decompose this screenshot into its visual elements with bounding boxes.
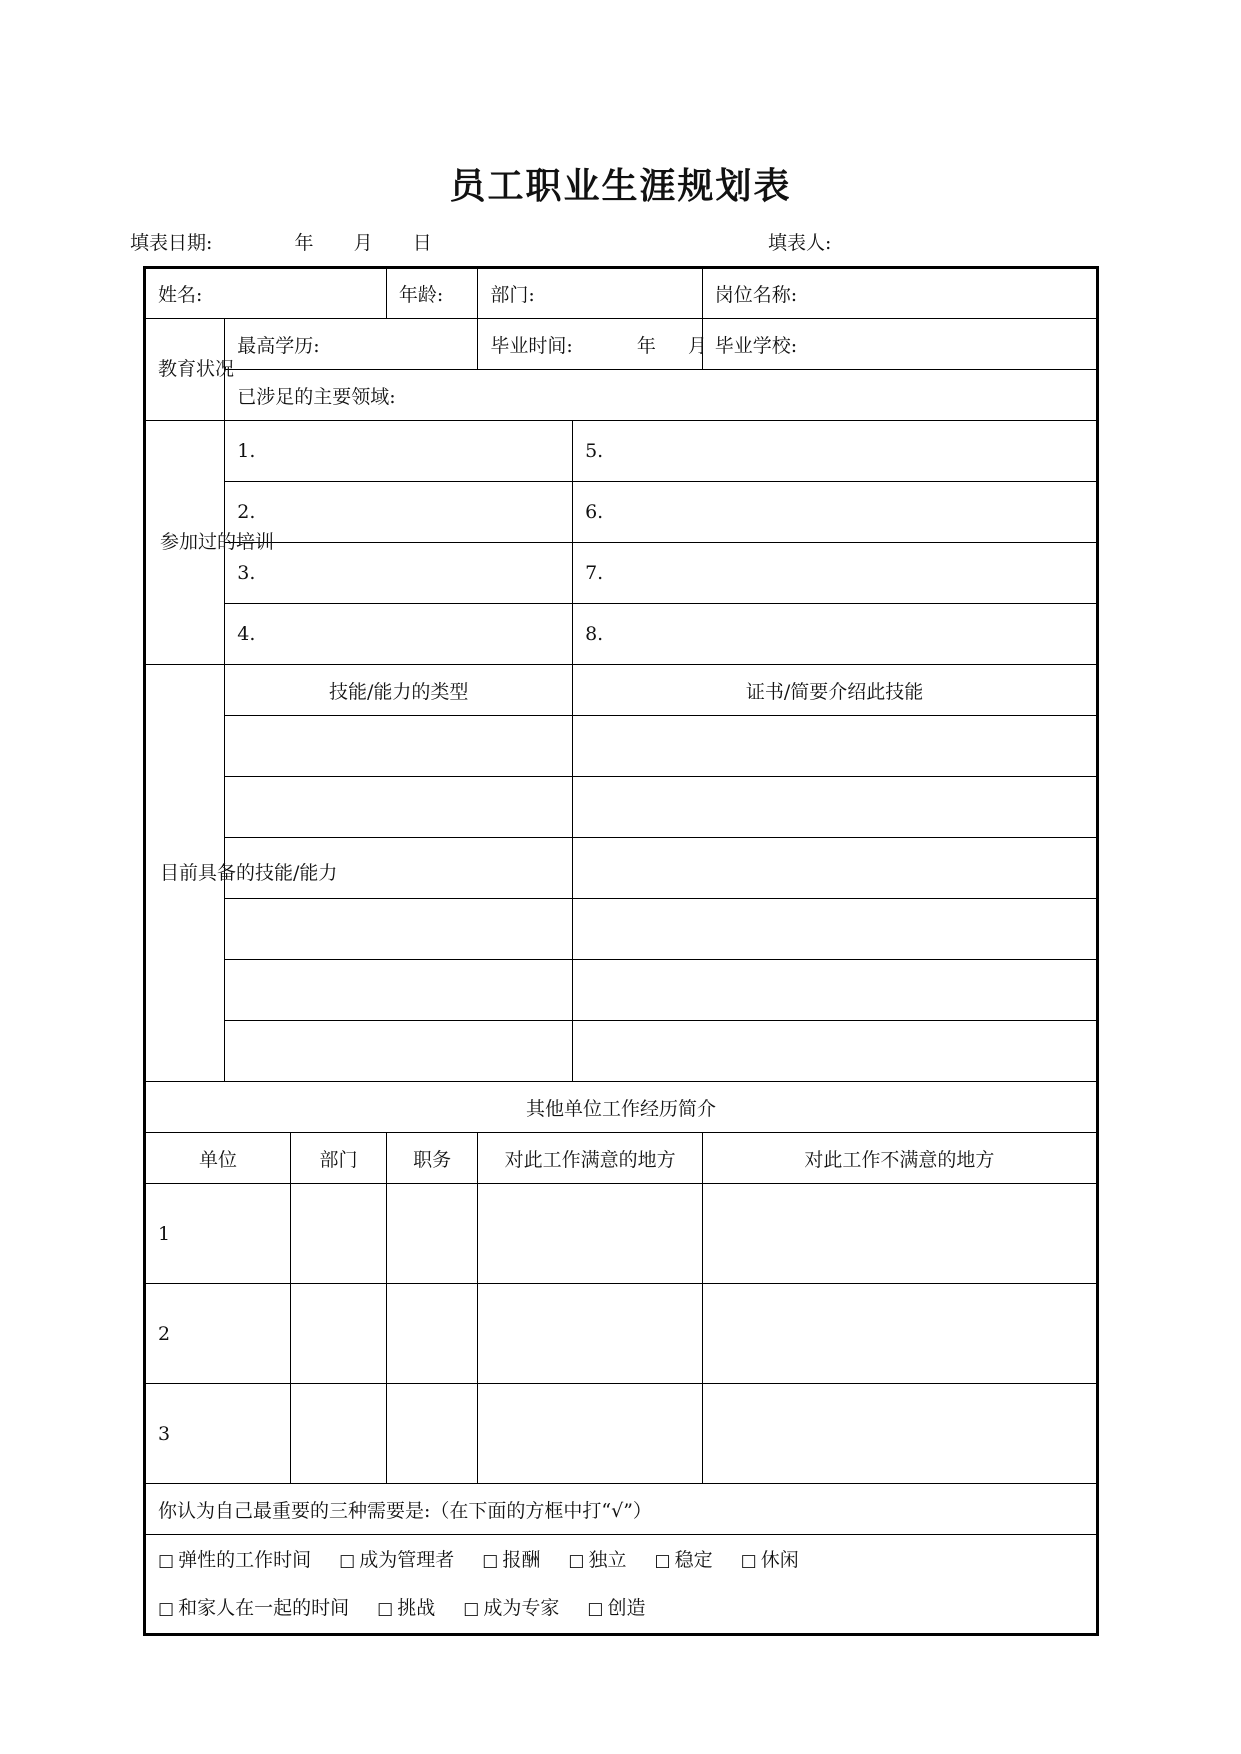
grad-year-label: 年 bbox=[636, 334, 656, 357]
skill-type-cell[interactable] bbox=[225, 1021, 573, 1082]
experience-unsatisfied-cell[interactable] bbox=[702, 1184, 1097, 1284]
checkbox-icon[interactable]: □ bbox=[339, 1551, 356, 1571]
skills-col-cert: 证书/简要介绍此技能 bbox=[573, 665, 1098, 716]
checkbox-icon[interactable]: □ bbox=[654, 1551, 671, 1571]
need-option-label: 弹性的工作时间 bbox=[178, 1549, 312, 1571]
training-row bbox=[145, 604, 1098, 665]
need-option[interactable] bbox=[655, 1549, 713, 1571]
experience-unsatisfied-cell[interactable] bbox=[702, 1284, 1097, 1384]
experience-satisfied-cell[interactable] bbox=[478, 1384, 702, 1484]
needs-options-row bbox=[145, 1535, 1098, 1635]
col-unit: 单位 bbox=[145, 1133, 291, 1184]
education-side-label: 教育状况 bbox=[145, 319, 225, 421]
training-item[interactable]: 5. bbox=[573, 421, 1098, 482]
need-option[interactable] bbox=[482, 1549, 540, 1571]
need-option-label: 成为专家 bbox=[483, 1597, 560, 1619]
need-option-label: 报酬 bbox=[502, 1549, 541, 1571]
skill-type-cell[interactable] bbox=[225, 960, 573, 1021]
need-option-label: 稳定 bbox=[674, 1549, 713, 1571]
need-option[interactable] bbox=[158, 1549, 311, 1571]
need-option-label: 挑战 bbox=[397, 1597, 436, 1619]
training-item[interactable]: 6. bbox=[573, 482, 1098, 543]
form-title: 员工职业生涯规划表 bbox=[449, 165, 792, 207]
skill-cert-cell[interactable] bbox=[573, 960, 1098, 1021]
grad-time-label: 毕业时间: bbox=[490, 334, 573, 357]
education-row-2 bbox=[145, 370, 1098, 421]
experience-title-cell[interactable] bbox=[386, 1384, 478, 1484]
experience-row bbox=[145, 1284, 1098, 1384]
need-option[interactable] bbox=[741, 1549, 799, 1571]
experience-unit-cell[interactable]: 3 bbox=[145, 1384, 291, 1484]
needs-question: 你认为自己最重要的三种需要是:（在下面的方框中打“√”） bbox=[145, 1484, 1098, 1535]
checkbox-icon[interactable]: □ bbox=[158, 1599, 175, 1619]
experience-heading-row bbox=[145, 1082, 1098, 1133]
skill-type-cell[interactable] bbox=[225, 899, 573, 960]
training-side-label: 参加过的培训 bbox=[145, 421, 225, 665]
skills-row bbox=[145, 960, 1098, 1021]
needs-options-line-2 bbox=[158, 1584, 1084, 1632]
needs-options-line-1 bbox=[158, 1536, 1084, 1584]
needs-options bbox=[145, 1535, 1098, 1635]
training-row bbox=[145, 543, 1098, 604]
skill-type-cell[interactable] bbox=[225, 777, 573, 838]
month-label: 月 bbox=[353, 232, 373, 254]
experience-dept-cell[interactable] bbox=[291, 1284, 387, 1384]
need-option[interactable] bbox=[568, 1549, 626, 1571]
checkbox-icon[interactable]: □ bbox=[463, 1599, 480, 1619]
skills-side-label: 目前具备的技能/能力 bbox=[145, 665, 225, 1082]
year-label: 年 bbox=[294, 232, 314, 254]
checkbox-icon[interactable]: □ bbox=[377, 1599, 394, 1619]
day-label: 日 bbox=[412, 232, 432, 254]
skill-cert-cell[interactable] bbox=[573, 838, 1098, 899]
skill-cert-cell[interactable] bbox=[573, 1021, 1098, 1082]
skill-cert-cell[interactable] bbox=[573, 777, 1098, 838]
needs-question-row bbox=[145, 1484, 1098, 1535]
experience-dept-cell[interactable] bbox=[291, 1384, 387, 1484]
basic-info-row bbox=[145, 268, 1098, 319]
need-option[interactable] bbox=[377, 1597, 435, 1619]
training-item[interactable]: 1. bbox=[225, 421, 573, 482]
checkbox-icon[interactable]: □ bbox=[158, 1551, 175, 1571]
career-plan-table bbox=[143, 266, 1099, 1636]
fill-date bbox=[130, 228, 432, 255]
need-option-label: 创造 bbox=[607, 1597, 646, 1619]
experience-row bbox=[145, 1384, 1098, 1484]
experience-row bbox=[145, 1184, 1098, 1284]
training-row bbox=[145, 421, 1098, 482]
experience-unit-cell[interactable]: 2 bbox=[145, 1284, 291, 1384]
checkbox-icon[interactable]: □ bbox=[740, 1551, 757, 1571]
col-satisfied: 对此工作满意的地方 bbox=[478, 1133, 702, 1184]
fields-field[interactable]: 已涉足的主要领域: bbox=[225, 370, 1098, 421]
training-item[interactable]: 3. bbox=[225, 543, 573, 604]
grad-time-field[interactable] bbox=[478, 319, 708, 370]
need-option[interactable] bbox=[158, 1597, 349, 1619]
experience-title-cell[interactable] bbox=[386, 1284, 478, 1384]
name-field[interactable]: 姓名: bbox=[145, 268, 387, 319]
experience-dept-cell[interactable] bbox=[291, 1184, 387, 1284]
skills-header-row bbox=[145, 665, 1098, 716]
degree-field[interactable]: 最高学历: bbox=[225, 319, 478, 370]
grad-month-label: 月 bbox=[688, 334, 708, 357]
filler-label: 填表人: bbox=[768, 232, 832, 254]
education-row-1 bbox=[145, 319, 1098, 370]
skills-col-type: 技能/能力的类型 bbox=[225, 665, 573, 716]
skills-row bbox=[145, 1021, 1098, 1082]
skills-row bbox=[145, 777, 1098, 838]
checkbox-icon[interactable]: □ bbox=[568, 1551, 585, 1571]
experience-unsatisfied-cell[interactable] bbox=[702, 1384, 1097, 1484]
skill-cert-cell[interactable] bbox=[573, 899, 1098, 960]
training-item[interactable]: 4. bbox=[225, 604, 573, 665]
col-unsatisfied: 对此工作不满意的地方 bbox=[702, 1133, 1097, 1184]
need-option[interactable] bbox=[339, 1549, 454, 1571]
dept-field[interactable]: 部门: bbox=[478, 268, 702, 319]
need-option-label: 独立 bbox=[588, 1549, 627, 1571]
need-option-label: 休闲 bbox=[760, 1549, 799, 1571]
training-item[interactable]: 2. bbox=[225, 482, 573, 543]
col-dept: 部门 bbox=[291, 1133, 387, 1184]
need-option[interactable] bbox=[463, 1597, 559, 1619]
training-row bbox=[145, 482, 1098, 543]
skill-type-cell[interactable] bbox=[225, 716, 573, 777]
experience-satisfied-cell[interactable] bbox=[478, 1284, 702, 1384]
position-field[interactable]: 岗位名称: bbox=[702, 268, 1097, 319]
checkbox-icon[interactable]: □ bbox=[587, 1599, 604, 1619]
experience-unit-cell[interactable]: 1 bbox=[145, 1184, 291, 1284]
need-option-label: 成为管理者 bbox=[359, 1549, 455, 1571]
need-option[interactable] bbox=[587, 1597, 645, 1619]
skill-cert-cell[interactable] bbox=[573, 716, 1098, 777]
experience-satisfied-cell[interactable] bbox=[478, 1184, 702, 1284]
training-item[interactable]: 7. bbox=[573, 543, 1098, 604]
checkbox-icon[interactable]: □ bbox=[482, 1551, 499, 1571]
training-item[interactable]: 8. bbox=[573, 604, 1098, 665]
experience-title-cell[interactable] bbox=[386, 1184, 478, 1284]
skills-row bbox=[145, 899, 1098, 960]
fill-date-label: 填表日期: bbox=[130, 232, 213, 254]
experience-heading: 其他单位工作经历简介 bbox=[145, 1082, 1098, 1133]
experience-columns-row bbox=[145, 1133, 1098, 1184]
skills-row bbox=[145, 716, 1098, 777]
school-field[interactable]: 毕业学校: bbox=[702, 319, 1097, 370]
col-title: 职务 bbox=[386, 1133, 478, 1184]
age-field[interactable]: 年龄: bbox=[386, 268, 478, 319]
need-option-label: 和家人在一起的时间 bbox=[178, 1597, 350, 1619]
